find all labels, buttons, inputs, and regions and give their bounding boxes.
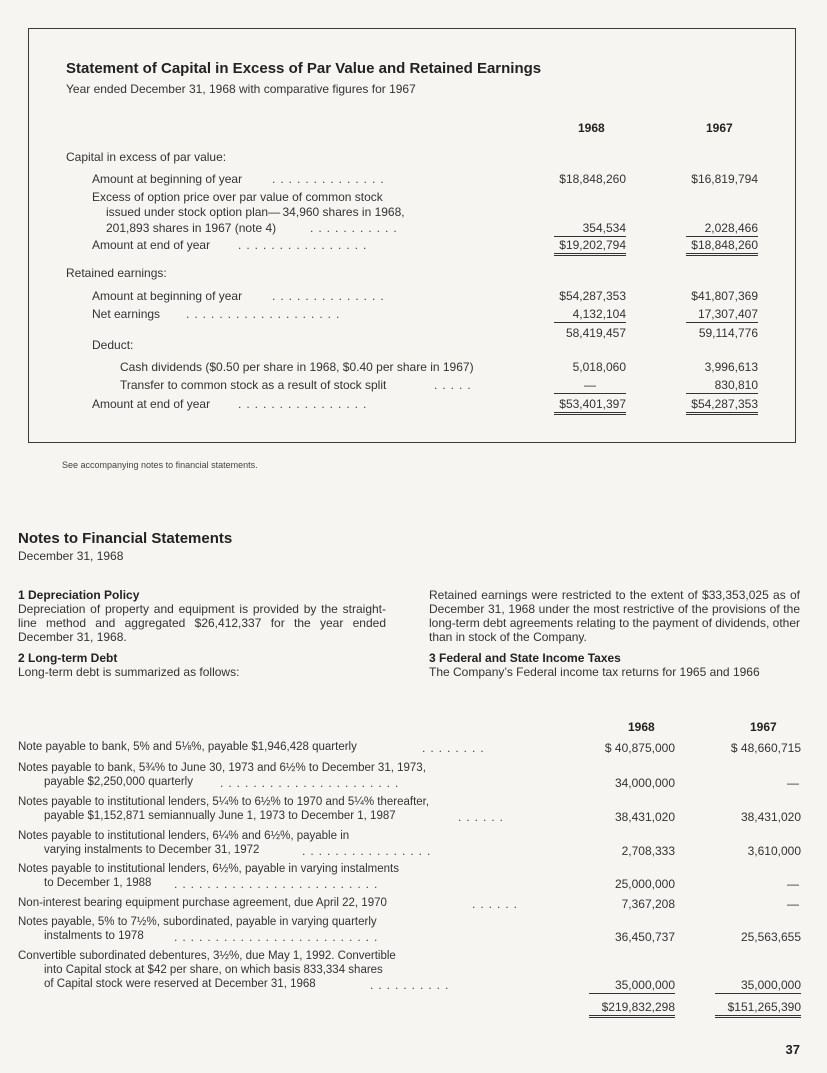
cap-end-1967: $18,848,260 [686, 238, 758, 256]
debt-row3-1968: 38,431,020 [614, 810, 675, 824]
transfer-1967: 830,810 [686, 378, 758, 394]
debt-row2-1968: 34,000,000 [614, 776, 675, 790]
debt-row1-line1: Note payable to bank, 5% and 5⅛%, payable $1,946,428 quarterly [18, 741, 357, 753]
debt-row4-1968: 2,708,333 [621, 844, 675, 858]
debt-row5-1967: — [787, 877, 799, 891]
debt-row4-1967: 3,610,000 [747, 844, 801, 858]
debt-row3-line1: Notes payable to institutional lenders, 5¼% to 6½% to 1970 and 5¼% thereafter, [18, 796, 430, 808]
statement-title: Statement of Capital in Excess of Par Value and Retained Earnings [66, 60, 542, 77]
cap-begin-label: Amount at beginning of year [92, 172, 243, 186]
note3-text: The Company’s Federal income tax returns for 1965 and 1966 [429, 665, 760, 679]
retained-heading: Retained earnings: [66, 266, 167, 280]
leader-dots: .............. [272, 172, 389, 186]
notes-title: Notes to Financial Statements [18, 530, 233, 547]
debt-row2-1967: — [787, 776, 799, 790]
debt-row8-line1: Convertible subordinated debentures, 3½%, due May 1, 1992. Convertible [18, 950, 396, 962]
retained-restriction-text: Retained earnings were restricted to the extent of $33,353,025 as of December 31, 1968 under the most restrictive of the provisions of the long-term debt agreements relating to the payment of dividends, other than in stock of the Company. [429, 588, 800, 644]
debt-row2-line2: payable $2,250,000 quarterly [44, 776, 193, 788]
debt-row8-line2: into Capital stock at $42 per share, on which basis 833,334 shares [44, 964, 383, 976]
leader-dots: .............. [272, 289, 389, 303]
ret-end-1968: $53,401,397 [554, 397, 626, 415]
debt-total-1968: $219,832,298 [589, 1000, 675, 1018]
leader-dots: ...... [458, 810, 509, 824]
ret-begin-label: Amount at beginning of year [92, 289, 243, 303]
debt-row7-line1: Notes payable, 5% to 7½%, subordinated, payable in varying quarterly [18, 916, 377, 928]
capital-heading: Capital in excess of par value: [66, 150, 227, 164]
ret-end-label: Amount at end of year [92, 397, 211, 411]
cap-begin-1968: $18,848,260 [559, 172, 626, 186]
debt-row8-1968: 35,000,000 [589, 978, 675, 994]
leader-dots: ................ [238, 238, 372, 252]
leader-dots: ..... [434, 378, 476, 392]
debt-row3-1967: 38,431,020 [740, 810, 801, 824]
leader-dots: ........... [310, 221, 402, 235]
deduct-label: Deduct: [92, 338, 134, 352]
net-earnings-1967: 17,307,407 [686, 307, 758, 323]
debt-row5-1968: 25,000,000 [614, 877, 675, 891]
excess-1967: 2,028,466 [686, 221, 758, 237]
cap-end-1968: $19,202,794 [554, 238, 626, 256]
dividends-1967: 3,996,613 [704, 360, 758, 374]
excess-line3: 201,893 shares in 1967 (note 4) [106, 221, 277, 235]
debt-row8-line3: of Capital stock were reserved at December 31, 1968 [44, 978, 316, 990]
debt-row3-line2: payable $1,152,871 semiannually June 1, 1973 to December 1, 1987 [44, 810, 396, 822]
page-number: 37 [785, 1042, 800, 1057]
statement-footnote: See accompanying notes to financial statements. [62, 460, 258, 470]
transfer-label: Transfer to common stock as a result of stock split [120, 378, 387, 392]
ret-begin-1967: $41,807,369 [691, 289, 758, 303]
leader-dots: ................ [302, 844, 436, 858]
debt-row7-1967: 25,563,655 [740, 930, 801, 944]
debt-row6-line1: Non-interest bearing equipment purchase agreement, due April 22, 1970 [18, 897, 387, 909]
leader-dots: .......... [370, 978, 454, 992]
debt-row7-1968: 36,450,737 [614, 930, 675, 944]
debt-total-1967: $151,265,390 [715, 1000, 801, 1018]
leader-dots: ......................... [174, 930, 383, 944]
debt-col-1967: 1967 [750, 720, 777, 734]
note3-heading: 3 Federal and State Income Taxes [429, 651, 621, 665]
net-earnings-label: Net earnings [92, 307, 161, 321]
statement-col-1968: 1968 [578, 121, 605, 135]
leader-dots: ......................... [174, 877, 383, 891]
subtotal-1968: 58,419,457 [565, 326, 626, 340]
note2-heading: 2 Long-term Debt [18, 651, 118, 665]
debt-row7-line2: instalments to 1978 [44, 930, 144, 942]
debt-row5-line2: to December 1, 1988 [44, 877, 152, 889]
subtotal-1967: 59,114,776 [698, 326, 758, 340]
debt-row5-line1: Notes payable to institutional lenders, 6½%, payable in varying instalments [18, 863, 399, 875]
statement-col-1967: 1967 [706, 121, 733, 135]
excess-line1: Excess of option price over par value of common stock [92, 190, 383, 204]
transfer-1968: — [554, 378, 626, 394]
dividends-1968: 5,018,060 [572, 360, 626, 374]
debt-row2-line1: Notes payable to bank, 5¾% to June 30, 1973 and 6½% to December 31, 1973, [18, 762, 426, 774]
cap-end-label: Amount at end of year [92, 238, 211, 252]
net-earnings-1968: 4,132,104 [554, 307, 626, 323]
leader-dots: ................ [238, 397, 372, 411]
debt-row8-1967: 35,000,000 [715, 978, 801, 994]
debt-row1-1968: $ 40,875,000 [604, 741, 675, 755]
debt-row6-1967: — [787, 897, 799, 911]
debt-col-1968: 1968 [628, 720, 655, 734]
statement-subtitle: Year ended December 31, 1968 with comparative figures for 1967 [66, 82, 416, 96]
excess-line2: issued under stock option plan— 34,960 shares in 1968, [106, 205, 405, 219]
debt-row4-line2: varying instalments to December 31, 1972 [44, 844, 260, 856]
cap-begin-1967: $16,819,794 [691, 172, 758, 186]
note1-text: Depreciation of property and equipment is provided by the straight-line method and aggregated $26,412,337 for the year ended December 31, 1968. [18, 602, 386, 644]
debt-row4-line1: Notes payable to institutional lenders, 6¼% and 6½%, payable in [18, 830, 350, 842]
leader-dots: ...... [472, 897, 523, 911]
dividends-label: Cash dividends ($0.50 per share in 1968, $0.40 per share in 1967) [120, 360, 474, 374]
notes-date: December 31, 1968 [18, 549, 124, 563]
debt-row6-1968: 7,367,208 [621, 897, 675, 911]
note2-text: Long-term debt is summarized as follows: [18, 665, 240, 679]
debt-row1-1967: $ 48,660,715 [730, 741, 801, 755]
ret-begin-1968: $54,287,353 [559, 289, 626, 303]
leader-dots: ...................... [220, 776, 404, 790]
leader-dots: ................... [186, 307, 345, 321]
ret-end-1967: $54,287,353 [686, 397, 758, 415]
leader-dots: ........ [422, 741, 489, 755]
note1-heading: 1 Depreciation Policy [18, 588, 140, 602]
excess-1968: 354,534 [554, 221, 626, 237]
